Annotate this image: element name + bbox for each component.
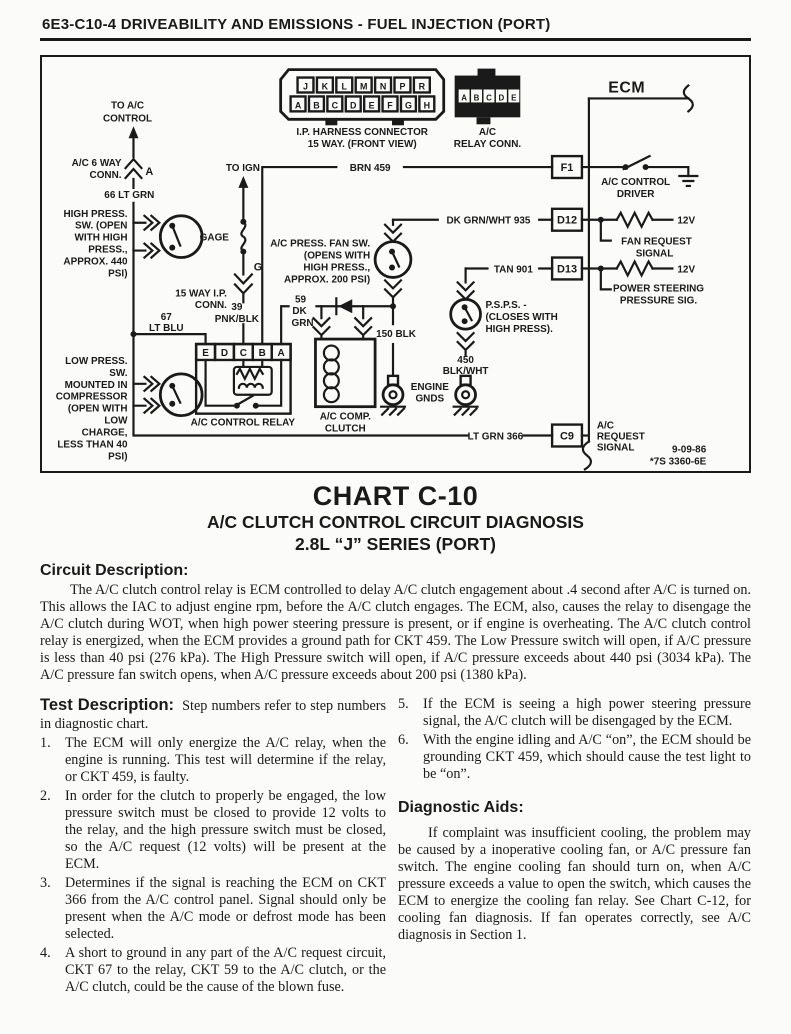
label-to-ign: TO IGN	[225, 163, 260, 175]
svg-text:BLK/WHT: BLK/WHT	[442, 365, 489, 377]
svg-text:APPROX. 200 PSI): APPROX. 200 PSI)	[283, 274, 371, 286]
relay-pin-b: B	[258, 347, 266, 359]
label-psps: P.S.P.S. -	[485, 300, 527, 312]
label-to-ac-control: TO A/C	[110, 100, 145, 112]
ecm-region	[582, 86, 697, 470]
label-wire-59: 59	[295, 294, 307, 306]
ip-connector-caption: I.P. HARNESS CONNECTOR	[296, 127, 428, 139]
svg-text:PSI): PSI)	[108, 451, 128, 463]
svg-text:RELAY CONN.: RELAY CONN.	[453, 139, 522, 151]
svg-text:GRN: GRN	[291, 318, 314, 330]
svg-text:GNDS: GNDS	[415, 393, 445, 405]
label-12v-psps: 12V	[677, 264, 696, 276]
svg-text:MOUNTED IN: MOUNTED IN	[64, 379, 128, 391]
label-ac-control-driver: A/C CONTROL	[601, 176, 671, 188]
ac-relay-connector-caption: A/C	[478, 127, 497, 139]
resistor-icon	[617, 262, 653, 276]
list-item: 4. A short to ground in any part of the A/C request circuit, CKT 67 to the relay, CKT 59 to the A/C clutch, or the A/C clutch, could be the cause of the blown fuse.	[40, 945, 386, 996]
test-description-intro: Test Description: Step numbers refer to step numbers in diagnostic chart.	[40, 695, 387, 732]
svg-text:A: A	[461, 93, 467, 103]
svg-text:REQUEST: REQUEST	[596, 431, 645, 443]
ac-pressure-fan-switch-icon	[375, 242, 411, 278]
up-arrow-icon	[238, 176, 248, 188]
ground-icon	[679, 176, 697, 186]
chart-title: CHART C-10	[312, 481, 479, 511]
label-power-steering: POWER STEERING	[612, 283, 705, 295]
list-item: 6. With the engine idling and A/C “on”, the ECM should be grounding CKT 459, which should cause the test light to be “on”.	[398, 732, 751, 783]
chart-subtitle-2: 2.8L “J” SERIES (PORT)	[295, 533, 496, 554]
svg-text:A: A	[294, 100, 302, 111]
svg-text:P: P	[399, 81, 406, 92]
svg-text:PNK/BLK: PNK/BLK	[214, 314, 259, 326]
svg-text:PRESSURE SIG.: PRESSURE SIG.	[619, 295, 698, 307]
label-high-press-sw: HIGH PRESS.	[63, 208, 128, 220]
label-engine-gnds: ENGINE	[410, 381, 449, 393]
label-pin-a: A	[145, 166, 154, 179]
terminal-f1: F1	[560, 162, 574, 175]
circuit-description-body: The A/C clutch control relay is ECM controlled to delay A/C clutch engagement about .4 second after A/C is turned on. This allows the IAC to adjust engine rpm, before the A/C clutch engages. The ECM, also, causes the relay to disengage the A/C clutch during WOT, when high power steering pressure is present, or if engine is overheating. The A/C clutch control relay is energized, when the ECM provides a ground path for CKT 459. The Low Pressure switch will open, if A/C pressure is less than 40 psi (276 kPa). The High Pressure switch will open, if A/C pressure exceeds about 440 psi (3034 kPa). The A/C pressure fan switch opens, when A/C pressure exceeds about 200 psi (1380 kPa).	[40, 581, 751, 683]
circuit-description-section	[40, 562, 751, 684]
label-12v-fan: 12V	[677, 215, 696, 227]
svg-text:G: G	[404, 100, 412, 111]
svg-text:SW. (OPEN: SW. (OPEN	[75, 220, 128, 232]
ecm-terminals	[552, 156, 582, 446]
svg-text:B: B	[473, 93, 480, 103]
fan-switch-wires	[375, 220, 552, 304]
ip-harness-connector	[281, 70, 444, 126]
svg-text:B: B	[313, 100, 320, 111]
svg-text:PSI): PSI)	[108, 268, 128, 280]
svg-text:D: D	[498, 93, 505, 103]
label-wire-450: 450	[457, 354, 474, 366]
svg-text:LT BLU: LT BLU	[148, 323, 184, 335]
svg-text:WITH HIGH: WITH HIGH	[74, 232, 128, 244]
wiring-diagram-frame	[40, 55, 751, 473]
svg-text:(OPENS WITH: (OPENS WITH	[303, 250, 371, 262]
svg-text:CLUTCH: CLUTCH	[324, 423, 366, 435]
svg-text:HIGH PRESS.,: HIGH PRESS.,	[303, 262, 371, 274]
terminal-d12: D12	[557, 214, 578, 227]
relay-pin-d: D	[220, 347, 229, 359]
resistor-icon	[617, 213, 653, 227]
ac-comp-clutch	[315, 339, 375, 407]
svg-text:DK: DK	[292, 306, 307, 318]
svg-text:N: N	[379, 81, 387, 92]
svg-text:SIGNAL: SIGNAL	[596, 442, 635, 454]
label-wire-39: 39	[231, 302, 243, 314]
label-low-press-sw: LOW PRESS.	[65, 355, 128, 367]
svg-text:C: C	[331, 100, 339, 111]
svg-text:CONN.: CONN.	[194, 300, 227, 312]
list-item: 3. Determines if the signal is reaching the ECM on CKT 366 from the A/C control panel. Signal should only be present when the A/C mode or defrost mode has been selected.	[40, 875, 386, 943]
power-steering-pressure-switch-icon	[451, 299, 481, 329]
label-ac-6way-conn: A/C 6 WAY	[71, 158, 122, 170]
terminal-d13: D13	[557, 263, 578, 276]
label-ip-15way: 15 WAY I.P.	[175, 288, 227, 300]
svg-text:F: F	[387, 100, 393, 111]
diode-icon	[338, 299, 352, 313]
diagnostic-aids-body: If complaint was insufficient cooling, the problem may be caused by a inoperative cooling fan, or A/C pressure fan switch. The engine cooling fan should turn on, when A/C pressure exceeds a value to open the switch, which causes the ECM to energize the cooling fan relay. See Chart C-12, for cooling fan diagnosis. If fan operates correctly, see A/C diagnosis in Section 1.	[398, 825, 751, 944]
relay-pin-e: E	[202, 347, 209, 359]
label-ecm: ECM	[608, 79, 646, 97]
line-break-icon	[583, 441, 591, 469]
svg-text:M: M	[359, 81, 368, 92]
svg-text:D: D	[350, 100, 357, 111]
list-item: 5. If the ECM is seeing a high power steering pressure signal, the A/C clutch will be disengaged by the ECM.	[398, 695, 751, 729]
svg-text:SW.: SW.	[109, 367, 128, 379]
svg-text:(OPEN WITH: (OPEN WITH	[67, 403, 128, 415]
label-date: 9-09-86	[671, 444, 707, 456]
svg-text:K: K	[321, 81, 329, 92]
label-fan-request: FAN REQUEST	[621, 236, 692, 248]
label-wire-tan901: TAN 901	[493, 264, 533, 276]
svg-text:COMPRESSOR: COMPRESSOR	[55, 391, 128, 403]
svg-text:E: E	[511, 93, 517, 103]
engine-ground-icon	[381, 376, 405, 415]
svg-text:SIGNAL: SIGNAL	[635, 248, 674, 260]
terminal-c9: C9	[560, 430, 575, 443]
svg-text:E: E	[368, 100, 375, 111]
label-pin-g: G	[253, 261, 263, 274]
diagnostic-aids-heading: Diagnostic Aids:	[398, 799, 524, 817]
svg-text:CONTROL: CONTROL	[102, 113, 153, 125]
high-pressure-switch-icon	[160, 216, 202, 258]
test-description-column	[40, 696, 386, 996]
up-arrow-icon	[129, 126, 139, 138]
test-description-heading: Test Description:	[40, 695, 175, 714]
svg-text:C: C	[486, 93, 492, 103]
psps-wires	[451, 268, 552, 414]
svg-text:R: R	[418, 81, 426, 92]
svg-text:CHARGE,: CHARGE,	[81, 427, 128, 439]
svg-text:LOW: LOW	[104, 415, 128, 427]
wiring-diagram	[42, 57, 748, 471]
label-relay: A/C CONTROL RELAY	[190, 417, 296, 429]
label-wire-66: 66 LT GRN	[104, 189, 155, 201]
relay-pin-c: C	[239, 347, 247, 359]
chart-title-block	[0, 481, 791, 556]
diagnostic-aids-column	[398, 696, 751, 996]
engine-ground-icon	[454, 376, 478, 415]
svg-text:APPROX. 440: APPROX. 440	[63, 256, 128, 268]
svg-text:DRIVER: DRIVER	[616, 188, 655, 200]
label-wire-935: DK GRN/WHT 935	[446, 215, 531, 227]
svg-text:15 WAY. (FRONT VIEW): 15 WAY. (FRONT VIEW)	[307, 139, 417, 151]
list-item: 2. In order for the clutch to properly be engaged, the low pressure switch must be closed to provide 12 volts to the relay, and the high pressure switch must be closed, so the A/C request (12 volts) will be present at the ECM.	[40, 787, 386, 872]
label-fan-sw: A/C PRESS. FAN SW.	[270, 238, 371, 250]
svg-text:HIGH PRESS).: HIGH PRESS).	[485, 324, 553, 336]
page-header: 6E3-C10-4 DRIVEABILITY AND EMISSIONS - FUEL INJECTION (PORT)	[40, 10, 751, 41]
label-doc-code: *7S 3360-6E	[649, 456, 707, 468]
svg-text:H: H	[423, 100, 431, 111]
list-item: 1. The ECM will only energize the A/C relay, when the engine is running. This test will determine if the relay, or CKT 459, is faulty.	[40, 734, 386, 785]
label-gage: GAGE	[199, 232, 229, 244]
fuse-icon	[241, 222, 245, 251]
two-column-section	[40, 696, 751, 996]
svg-text:(CLOSES WITH: (CLOSES WITH	[485, 312, 558, 324]
svg-text:PRESS.,: PRESS.,	[88, 244, 128, 256]
label-clutch: A/C COMP.	[319, 411, 371, 423]
svg-text:J: J	[303, 81, 308, 92]
relay-pin-a: A	[277, 347, 285, 359]
label-wire-67: 67	[160, 312, 172, 324]
svg-text:L: L	[341, 81, 348, 92]
label-ac-request: A/C	[596, 420, 614, 432]
svg-text:LESS THAN 40: LESS THAN 40	[57, 439, 128, 451]
label-wire-brn459: BRN 459	[349, 163, 391, 175]
chart-subtitle-1: A/C CLUTCH CONTROL CIRCUIT DIAGNOSIS	[207, 512, 584, 532]
svg-text:CONN.: CONN.	[89, 169, 122, 181]
circuit-description-heading: Circuit Description:	[40, 561, 189, 579]
label-wire-366: LT GRN 366	[467, 431, 524, 443]
label-wire-150: 150 BLK	[376, 329, 416, 341]
